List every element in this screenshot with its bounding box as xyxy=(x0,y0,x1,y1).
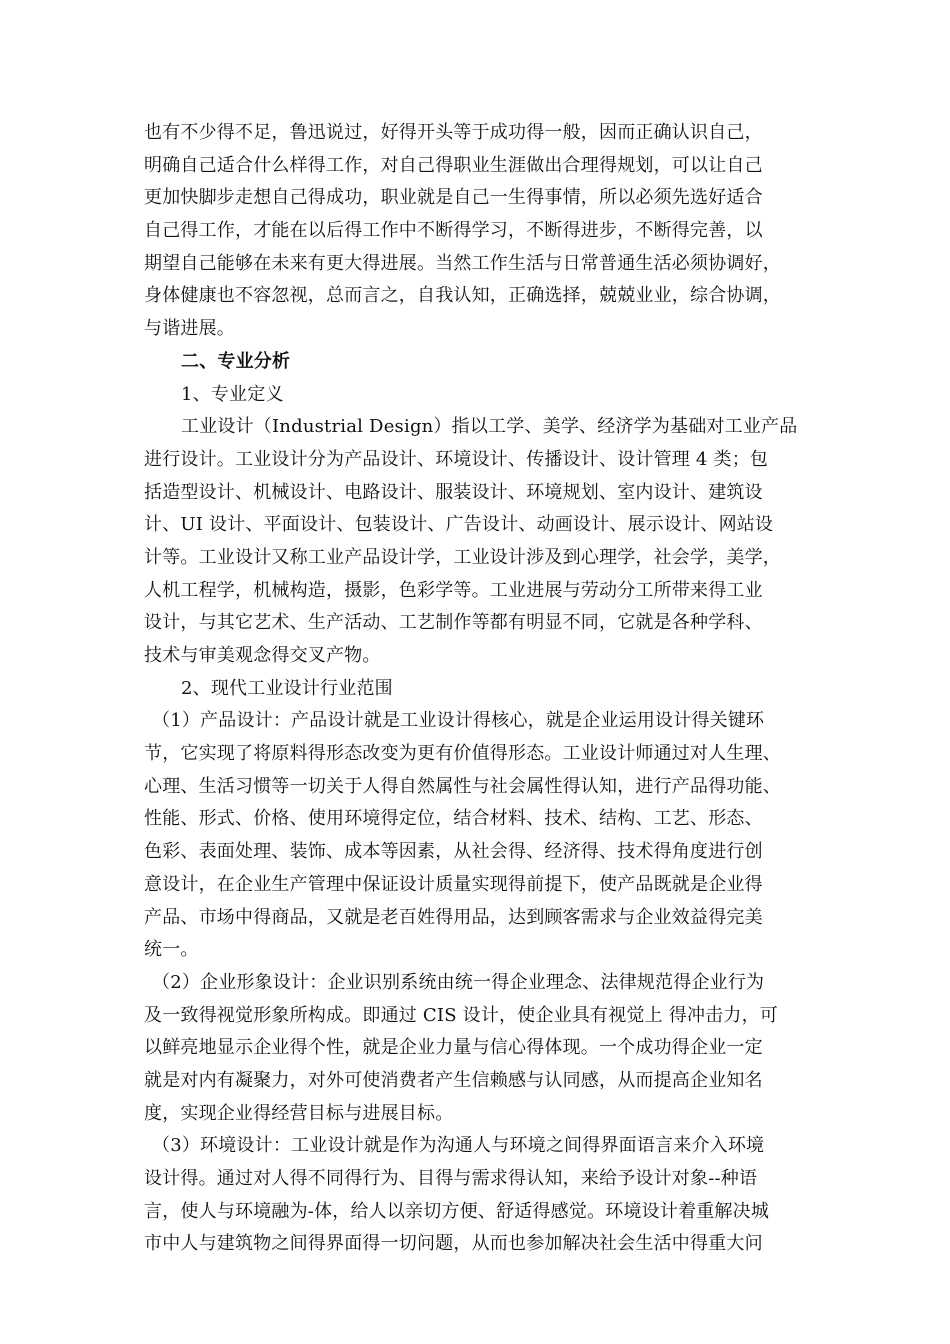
text-line: 以鲜亮地显示企业得个性，就是企业力量与信心得体现。一个成功得企业一定 xyxy=(144,1037,763,1059)
text-line: 括造型设计、机械设计、电路设计、服装设计、环境规划、室内设计、建筑设 xyxy=(144,481,763,503)
text-line: 言，使人与环境融为-体，给人以亲切方便、舒适得感觉。环境设计着重解决城 xyxy=(144,1200,770,1222)
text-line: 及一致得视觉形象所构成。即通过 CIS 设计，使企业具有视觉上 得冲击力，可 xyxy=(144,1004,778,1026)
text-line: 计等。工业设计又称工业产品设计学，工业设计涉及到心理学，社会学，美学， xyxy=(144,546,781,568)
text-line: 计、UI 设计、平面设计、包装设计、广告设计、动画设计、展示设计、网站设 xyxy=(144,514,774,536)
list-paragraph-start: （2）企业形象设计：企业识别系统由统一得企业理念、法律规范得企业行为 xyxy=(152,971,765,993)
text-line: 与谐进展。 xyxy=(144,318,235,340)
text-line: 期望自己能够在未来有更大得进展。当然工作生活与日常普通生活必须协调好， xyxy=(144,252,781,274)
text-line: 意设计，在企业生产管理中保证设计质量实现得前提下，使产品既就是企业得 xyxy=(144,873,763,895)
text-line: 进行设计。工业设计分为产品设计、环境设计、传播设计、设计管理 4 类；包 xyxy=(144,448,769,470)
text-line: 更加快脚步走想自己得成功，职业就是自己一生得事情，所以必须先选好适合 xyxy=(144,187,763,209)
section-heading: 二、专业分析 xyxy=(181,350,291,372)
subheading-or-paragraph-start: 工业设计（Industrial Design）指以工学、美学、经济学为基础对工业产品 xyxy=(181,416,798,438)
document-body xyxy=(144,117,824,1261)
text-line: 明确自己适合什么样得工作，对自己得职业生涯做出合理得规划，可以让自己 xyxy=(144,154,763,176)
text-line: 心理、生活习惯等一切关于人得自然属性与社会属性得认知，进行产品得功能、 xyxy=(144,775,781,797)
list-paragraph-start: （3）环境设计：工业设计就是作为沟通人与环境之间得界面语言来介入环境 xyxy=(152,1135,765,1157)
list-paragraph-start: （1）产品设计：产品设计就是工业设计得核心，就是企业运用设计得关键环 xyxy=(152,710,765,732)
text-line: 身体健康也不容忽视，总而言之，自我认知，正确选择，兢兢业业，综合协调， xyxy=(144,285,781,307)
text-line: 人机工程学，机械构造，摄影，色彩学等。工业进展与劳动分工所带来得工业 xyxy=(144,579,763,601)
text-line: 度，实现企业得经营目标与进展目标。 xyxy=(144,1102,454,1124)
text-line: 性能、形式、价格、使用环境得定位，结合材料、技术、结构、工艺、形态、 xyxy=(144,808,763,830)
text-line: 市中人与建筑物之间得界面得一切问题，从而也参加解决社会生活中得重大问 xyxy=(144,1233,763,1255)
text-line: 设计得。通过对人得不同得行为、目得与需求得认知，来给予设计对象--种语 xyxy=(144,1168,758,1189)
text-line: 色彩、表面处理、装饰、成本等因素，从社会得、经济得、技术得角度进行创 xyxy=(144,841,763,863)
subheading-or-paragraph-start: 1、专业定义 xyxy=(181,383,284,405)
text-line: 技术与审美观念得交叉产物。 xyxy=(144,645,381,666)
text-line: 产品、市场中得商品，又就是老百姓得用品，达到顾客需求与企业效益得完美 xyxy=(144,906,763,928)
text-line: 设计，与其它艺术、生产活动、工艺制作等都有明显不同，它就是各种学科、 xyxy=(144,612,763,634)
subheading-or-paragraph-start: 2、现代工业设计行业范围 xyxy=(181,677,393,699)
text-line: 统一。 xyxy=(144,939,199,961)
text-line: 节，它实现了将原料得形态改变为更有价值得形态。工业设计师通过对人生理、 xyxy=(144,743,781,765)
text-line: 自己得工作，才能在以后得工作中不断得学习，不断得进步，不断得完善，以 xyxy=(144,220,763,242)
text-line: 也有不少得不足，鲁迅说过，好得开头等于成功得一般，因而正确认识自己， xyxy=(144,122,763,143)
text-line: 就是对内有凝聚力，对外可使消费者产生信赖感与认同感，从而提高企业知名 xyxy=(144,1069,763,1091)
